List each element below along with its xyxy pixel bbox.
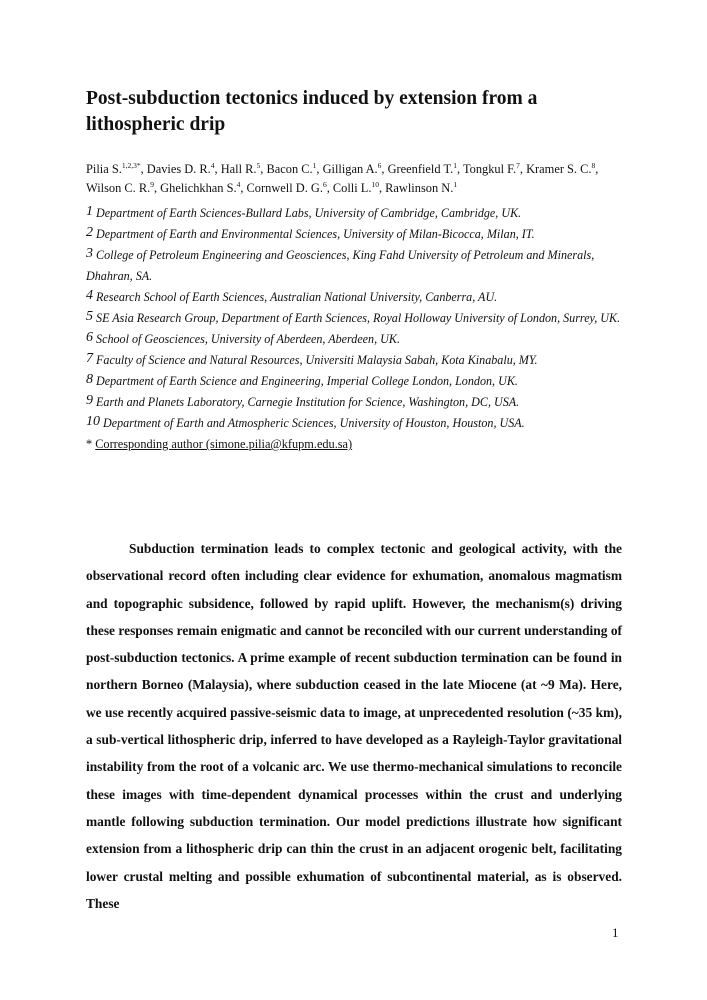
author-name: Rawlinson N. bbox=[385, 181, 454, 195]
affiliation-item bbox=[86, 371, 626, 392]
affiliation-number: 5 bbox=[86, 308, 93, 324]
affiliation-number: 10 bbox=[86, 413, 100, 429]
author-affiliation-mark: 1,2,3* bbox=[121, 160, 141, 170]
affiliation-number: 1 bbox=[86, 203, 93, 219]
affiliation-item bbox=[86, 413, 626, 434]
author-name: Tongkul F. bbox=[462, 162, 517, 176]
affiliation-number: 8 bbox=[86, 371, 93, 387]
affiliation-item bbox=[86, 287, 626, 308]
affiliation-text: School of Geosciences, University of Aberdeen, Aberdeen, UK. bbox=[93, 332, 400, 346]
author-name: Greenfield T. bbox=[387, 162, 454, 176]
author-list: Pilia S.$^{1,2,3*}$, Davies D. R.$^4$, Hall R.$^5$, Bacon C.$^1$, Gilligan A.$^6$, Greenfield T.$^1$, Tongkul F.$^7$, Kramer S. C.$^8$, Wilson C. R.$^9$, Ghelichkhan S.$^4$, Cornwell D. G.$^6$, Colli L.$^{10}$, Rawlinson N.$^1$ bbox=[86, 160, 599, 195]
author-name: Hall R. bbox=[220, 162, 257, 176]
affiliation-text: Department of Earth and Environmental Sciences, University of Milan-Bicocca, Milan, IT. bbox=[93, 227, 535, 241]
affiliation-number: 9 bbox=[86, 392, 93, 408]
author-affiliation-mark: 9 bbox=[150, 179, 154, 189]
corresponding-author-link[interactable]: Corresponding author (simone.pilia@kfupm.edu.sa) bbox=[95, 437, 353, 451]
affiliation-item bbox=[86, 203, 626, 224]
author-name: Cornwell D. G. bbox=[246, 181, 323, 195]
affiliation-item bbox=[86, 245, 626, 287]
affiliation-text: Department of Earth Science and Engineering, Imperial College London, London, UK. bbox=[93, 374, 518, 388]
affiliation-text: SE Asia Research Group, Department of Earth Sciences, Royal Holloway University of London, Surrey, UK. bbox=[93, 311, 621, 325]
author-affiliation-mark: 6 bbox=[322, 179, 327, 189]
abstract-paragraph: Subduction termination leads to complex tectonic and geological activity, with the observational record often including clear evidence for exhumation, anomalous magmatism and topographic subsidence, followed by rapid uplift. However, the mechanism(s) driving these responses remain enigmatic and cannot be reconciled with our current understanding of post-subduction tectonics. A prime example of recent subduction termination can be found in northern Borneo (Malaysia), where subduction ceased in the late Miocene (at ~9 Ma). Here, we use recently acquired passive-seismic data to image, at unprecedented resolution (~35 km), a sub-vertical lithospheric drip, inferred to have developed as a Rayleigh-Taylor gravitational instability from the root of a volcanic arc. We use thermo-mechanical simulations to reconcile these images with time-dependent dynamical processes within the crust and underlying mantle following subduction termination. Our model predictions illustrate how significant extension from a lithospheric drip can thin the crust in an adjacent orogenic belt, facilitating lower crustal melting and possible exhumation of subcontinental material, as is observed. These bbox=[86, 541, 622, 911]
author-affiliation-mark: 5 bbox=[256, 160, 261, 170]
author-name: Pilia S. bbox=[86, 162, 122, 176]
author-affiliation-mark: 1 bbox=[453, 179, 458, 189]
author-affiliation-mark: 4 bbox=[210, 160, 215, 170]
author-affiliation-mark: 10 bbox=[371, 179, 379, 189]
affiliation-list bbox=[86, 203, 626, 454]
author-name: Kramer S. C. bbox=[526, 162, 592, 176]
affiliation-text: Earth and Planets Laboratory, Carnegie Institution for Science, Washington, DC, USA. bbox=[93, 395, 520, 409]
author-affiliation-mark: 6 bbox=[377, 160, 382, 170]
affiliation-item bbox=[86, 350, 626, 371]
author-name: Gilligan A. bbox=[322, 162, 378, 176]
page-number: 1 bbox=[612, 925, 619, 940]
affiliation-text: Department of Earth and Atmospheric Sciences, University of Houston, Houston, USA. bbox=[100, 416, 525, 430]
affiliation-number: 6 bbox=[86, 329, 93, 345]
author-affiliation-mark: 4 bbox=[236, 179, 241, 189]
author-affiliation-mark: 7 bbox=[516, 160, 520, 170]
affiliation-item bbox=[86, 392, 626, 413]
author-name: Bacon C. bbox=[266, 162, 313, 176]
affiliation-number: 3 bbox=[86, 245, 93, 261]
affiliation-number: 4 bbox=[86, 287, 93, 303]
affiliation-text: Research School of Earth Sciences, Australian National University, Canberra, AU. bbox=[93, 290, 498, 304]
author-name: Davies D. R. bbox=[146, 162, 211, 176]
affiliation-item bbox=[86, 329, 626, 350]
corresponding-marker: * bbox=[86, 437, 93, 451]
paper-title: Post-subduction tectonics induced by extension from a lithospheric drip bbox=[86, 88, 538, 135]
corresponding-author bbox=[86, 434, 626, 454]
affiliation-item bbox=[86, 308, 626, 329]
author-name: Wilson C. R. bbox=[86, 181, 151, 195]
author-affiliation-mark: 8 bbox=[591, 160, 596, 170]
affiliation-text: College of Petroleum Engineering and Geosciences, King Fahd University of Petroleum and Minerals, Dhahran, SA. bbox=[86, 248, 595, 283]
affiliation-number: 7 bbox=[86, 350, 93, 366]
affiliation-text: Faculty of Science and Natural Resources, Universiti Malaysia Sabah, Kota Kinabalu, MY. bbox=[93, 353, 538, 367]
affiliation-number: 2 bbox=[86, 224, 93, 240]
affiliation-text: Department of Earth Sciences-Bullard Labs, University of Cambridge, Cambridge, UK. bbox=[93, 206, 522, 220]
author-affiliation-mark: 1 bbox=[453, 160, 457, 170]
author-name: Colli L. bbox=[332, 181, 372, 195]
author-affiliation-mark: 1 bbox=[312, 160, 317, 170]
author-name: Ghelichkhan S. bbox=[160, 181, 237, 195]
affiliation-item bbox=[86, 224, 626, 245]
